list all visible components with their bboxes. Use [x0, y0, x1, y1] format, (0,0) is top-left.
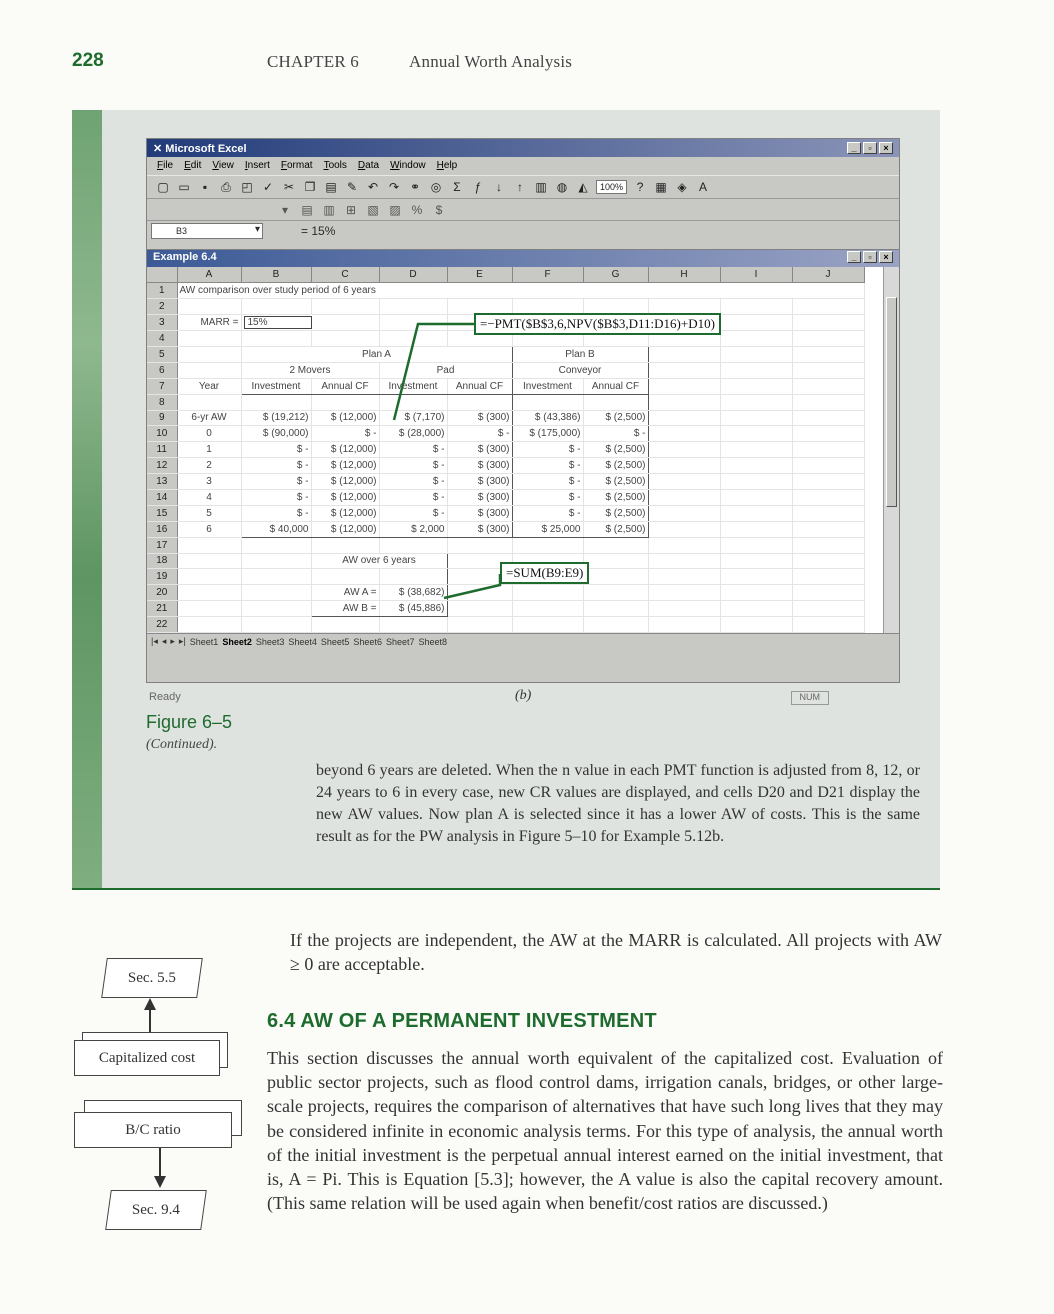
figure-subcaption: (b): [515, 688, 532, 703]
plan-a-pad-investment-cell[interactable]: $ -: [379, 458, 447, 474]
plan-b-investment-cell[interactable]: $ (43,386): [512, 410, 583, 426]
percent-icon[interactable]: %: [411, 202, 423, 217]
sheet-tabs: [147, 633, 899, 649]
open-folder-icon[interactable]: ▭: [178, 180, 190, 194]
plan-a-movers-investment-cell[interactable]: $ -: [241, 505, 311, 521]
wb-restore-button[interactable]: ▫: [863, 251, 877, 263]
num-lock-indicator: NUM: [791, 691, 830, 705]
plan-b-cf-cell[interactable]: $ (2,500): [583, 410, 648, 426]
pad-header[interactable]: Pad: [379, 362, 512, 378]
menu-edit[interactable]: Edit: [184, 160, 202, 171]
row-header[interactable]: 17: [147, 537, 177, 553]
new-file-icon[interactable]: ▢: [157, 180, 169, 194]
workbook-window: [147, 249, 899, 649]
plan-a-pad-cf-cell[interactable]: $ (300): [447, 489, 512, 505]
row-header[interactable]: 11: [147, 442, 177, 458]
tab-nav-next-icon[interactable]: ▸: [170, 636, 175, 646]
plan-b-cf-cell[interactable]: $ (2,500): [583, 474, 648, 490]
plan-a-pad-investment-cell[interactable]: $ -: [379, 442, 447, 458]
excel-window: [146, 138, 900, 703]
plan-b-cf-cell[interactable]: $ (2,500): [583, 521, 648, 537]
drawing-icon[interactable]: ◭: [578, 180, 588, 194]
running-head: [267, 52, 572, 72]
plan-a-pad-investment-cell[interactable]: $ -: [379, 489, 447, 505]
plan-a-pad-investment-cell[interactable]: $ 2,000: [379, 521, 447, 537]
sec-9-4-label: Sec. 9.4: [132, 1201, 180, 1218]
movers-header[interactable]: 2 Movers: [241, 362, 379, 378]
figure-text: beyond 6 years are deleted. When the n value in each PMT function is adjusted from 8, 12, or 24 years to 6 in every case, new CR values are displayed, and cells D20 and D21 display the new AW values. Now plan A is selected since it has a lower AW of costs. This is the same result as for the PW analysis in Figure 5–10 for Example 5.12b.: [316, 762, 920, 845]
investment-header[interactable]: Investment: [241, 378, 311, 394]
format-painter-icon[interactable]: ✎: [346, 180, 358, 194]
plan-a-movers-cf-cell[interactable]: $ (12,000): [311, 521, 379, 537]
up-arrow-icon: [140, 998, 160, 1040]
table-row: [147, 474, 864, 490]
office-assistant-icon[interactable]: ?: [636, 180, 644, 194]
spelling-icon[interactable]: ✓: [262, 180, 274, 194]
sec-5-5-label: Sec. 5.5: [128, 969, 176, 986]
function-icon[interactable]: ƒ: [474, 180, 482, 194]
year-header[interactable]: Year: [177, 378, 241, 394]
sum-formula-callout: =SUM(B9:E9): [500, 562, 589, 584]
row-header[interactable]: 22: [147, 617, 177, 633]
menu-window[interactable]: Window: [390, 160, 426, 171]
plan-a-movers-investment-cell[interactable]: $ -: [241, 442, 311, 458]
column-header[interactable]: D: [379, 267, 447, 283]
name-box[interactable]: B3 ▾: [151, 223, 263, 239]
year-cell[interactable]: 6: [177, 521, 241, 537]
plan-a-movers-cf-cell[interactable]: $ (12,000): [311, 442, 379, 458]
independent-paragraph: If the projects are independent, the AW at the MARR is calculated. All projects with AW ≥ 0 are acceptable.: [290, 930, 942, 974]
menu-tools[interactable]: Tools: [323, 160, 347, 171]
year-cell[interactable]: 1: [177, 442, 241, 458]
plan-a-pad-cf-cell[interactable]: $ (300): [447, 410, 512, 426]
tab-sheet6[interactable]: Sheet6: [353, 636, 382, 647]
figure-continued: (Continued).: [146, 737, 218, 752]
plan-a-pad-investment-cell[interactable]: $ -: [379, 474, 447, 490]
menu-insert[interactable]: Insert: [244, 160, 270, 171]
annual-cf-header[interactable]: Annual CF: [583, 378, 648, 394]
scroll-thumb[interactable]: [886, 297, 897, 507]
plan-a-movers-investment-cell[interactable]: $ 40,000: [241, 521, 311, 537]
undo-icon[interactable]: ↶: [367, 180, 379, 194]
plan-a-pad-cf-cell[interactable]: $ (300): [447, 505, 512, 521]
plan-b-investment-cell[interactable]: $ -: [512, 474, 583, 490]
plan-a-movers-cf-cell[interactable]: $ (12,000): [311, 489, 379, 505]
copy-icon[interactable]: ❐: [304, 180, 316, 194]
status-text: Ready: [149, 691, 181, 703]
chapter-label: CHAPTER 6: [267, 52, 360, 71]
tab-nav-last-icon[interactable]: ▸|: [178, 636, 186, 646]
sec-5-5-box: [101, 958, 203, 998]
select-all-corner[interactable]: [147, 267, 177, 283]
row-header[interactable]: 2: [147, 299, 177, 315]
page-number: 228: [72, 50, 104, 71]
merge-icon[interactable]: ⊞: [345, 202, 357, 217]
save-icon[interactable]: ▪: [202, 180, 208, 194]
column-header[interactable]: A: [177, 267, 241, 283]
sort-ascending-icon[interactable]: ↓: [496, 180, 502, 194]
aw-box-title[interactable]: AW over 6 years: [311, 553, 447, 569]
row-header[interactable]: 8: [147, 394, 177, 410]
row-header[interactable]: 18: [147, 553, 177, 569]
plan-a-pad-cf-cell[interactable]: $ (300): [447, 521, 512, 537]
investment-header[interactable]: Investment: [379, 378, 447, 394]
plan-a-pad-investment-cell[interactable]: $ (7,170): [379, 410, 447, 426]
plan-a-pad-investment-cell[interactable]: $ -: [379, 505, 447, 521]
annual-cf-header[interactable]: Annual CF: [311, 378, 379, 394]
sort-descending-icon[interactable]: ↑: [517, 180, 523, 194]
menu-help[interactable]: Help: [436, 160, 458, 171]
column-header[interactable]: J: [792, 267, 864, 283]
plan-a-movers-investment-cell[interactable]: $ -: [241, 458, 311, 474]
table-row: [147, 489, 864, 505]
row-header[interactable]: 10: [147, 426, 177, 442]
aw-b-label[interactable]: AW B =: [311, 601, 379, 617]
plan-a-pad-investment-cell[interactable]: $ (28,000): [379, 426, 447, 442]
row-header[interactable]: 9: [147, 410, 177, 426]
table-row: [147, 458, 864, 474]
bc-ratio-box: [74, 1112, 232, 1148]
row-header[interactable]: 12: [147, 458, 177, 474]
table-row: [147, 505, 864, 521]
column-header-row: [147, 267, 864, 283]
plan-a-movers-investment-cell[interactable]: $ -: [241, 489, 311, 505]
print-icon[interactable]: ⎙: [221, 180, 231, 194]
investment-header[interactable]: Investment: [512, 378, 583, 394]
row-header[interactable]: 14: [147, 489, 177, 505]
plan-b-cf-cell[interactable]: $ (2,500): [583, 505, 648, 521]
conveyor-header[interactable]: Conveyor: [512, 362, 648, 378]
marr-label[interactable]: MARR =: [177, 315, 241, 331]
table-row: [147, 410, 864, 426]
pmt-formula-callout: =−PMT($B$3,6,NPV($B$3,D11:D16)+D10): [474, 313, 721, 335]
column-header[interactable]: H: [648, 267, 720, 283]
paste-icon[interactable]: ▤: [325, 180, 337, 194]
tab-nav-first-icon[interactable]: |◂: [151, 636, 158, 646]
borders-icon[interactable]: ▦: [655, 180, 667, 194]
plan-a-movers-cf-cell[interactable]: $ -: [311, 426, 379, 442]
bc-ratio-label: B/C ratio: [125, 1121, 181, 1138]
row-header[interactable]: 6: [147, 362, 177, 378]
aw-a-value[interactable]: $ (38,682): [379, 585, 447, 601]
column-header[interactable]: G: [583, 267, 648, 283]
year-cell[interactable]: 2: [177, 458, 241, 474]
plan-a-pad-cf-cell[interactable]: $ (300): [447, 474, 512, 490]
font-dropdown-icon[interactable]: ▾: [281, 202, 289, 217]
plan-a-movers-investment-cell[interactable]: $ (90,000): [241, 426, 311, 442]
row-header[interactable]: 20: [147, 585, 177, 601]
app-title: Microsoft Excel: [165, 142, 247, 155]
table-row: [147, 426, 864, 442]
tab-sheet8[interactable]: Sheet8: [418, 636, 448, 647]
year-cell[interactable]: 3: [177, 474, 241, 490]
tab-sheet2[interactable]: Sheet2: [222, 636, 252, 647]
row-header[interactable]: 7: [147, 378, 177, 394]
figure-label: Figure 6–5: [146, 712, 233, 732]
currency-icon[interactable]: $: [435, 202, 443, 217]
excel-logo-icon: ✕: [153, 142, 166, 155]
plan-a-movers-cf-cell[interactable]: $ (12,000): [311, 505, 379, 521]
plan-b-investment-cell[interactable]: $ -: [512, 442, 583, 458]
plan-b-investment-cell[interactable]: $ 25,000: [512, 521, 583, 537]
formatting-toolbar: [147, 199, 899, 221]
annual-cf-header[interactable]: Annual CF: [447, 378, 512, 394]
menu-view[interactable]: View: [212, 160, 234, 171]
tab-sheet3[interactable]: Sheet3: [255, 636, 285, 647]
plan-a-pad-cf-cell[interactable]: $ (300): [447, 458, 512, 474]
section-heading: 6.4 AW OF A PERMANENT INVESTMENT: [267, 1010, 657, 1032]
menu-file[interactable]: File: [157, 160, 174, 171]
row-header[interactable]: 19: [147, 569, 177, 585]
plan-a-movers-investment-cell[interactable]: $ -: [241, 474, 311, 490]
plan-b-investment-cell[interactable]: $ -: [512, 458, 583, 474]
row-header[interactable]: 4: [147, 331, 177, 347]
plan-a-pad-cf-cell[interactable]: $ -: [447, 426, 512, 442]
maximize-button[interactable]: ▫: [863, 142, 877, 154]
hyperlink-icon[interactable]: ⚭: [409, 180, 421, 194]
column-header[interactable]: C: [311, 267, 379, 283]
plan-b-investment-cell[interactable]: $ -: [512, 489, 583, 505]
redo-icon[interactable]: ↷: [388, 180, 400, 194]
zoom-select[interactable]: 100%: [596, 180, 627, 194]
cut-icon[interactable]: ✂: [283, 180, 295, 194]
formula-content[interactable]: = 15%: [301, 224, 336, 238]
row-header[interactable]: 3: [147, 315, 177, 331]
tab-sheet5[interactable]: Sheet5: [320, 636, 350, 647]
plan-a-header[interactable]: Plan A: [241, 346, 512, 362]
align-left-icon[interactable]: ▤: [301, 202, 313, 217]
plan-b-cf-cell[interactable]: $ (2,500): [583, 458, 648, 474]
capitalized-cost-label: Capitalized cost: [98, 1049, 196, 1066]
panel-strip: [72, 110, 102, 888]
excel-titlebar: [147, 139, 899, 157]
column-header[interactable]: I: [720, 267, 792, 283]
title-cell[interactable]: AW comparison over study period of 6 years: [177, 283, 864, 299]
plan-a-movers-cf-cell[interactable]: $ (12,000): [311, 458, 379, 474]
year-cell[interactable]: 0: [177, 426, 241, 442]
plan-a-pad-cf-cell[interactable]: $ (300): [447, 442, 512, 458]
year-cell[interactable]: 4: [177, 489, 241, 505]
indent-icon[interactable]: ▨: [389, 202, 401, 217]
tab-sheet7[interactable]: Sheet7: [385, 636, 415, 647]
marr-cell[interactable]: 15%: [244, 316, 312, 329]
year-cell[interactable]: 5: [177, 505, 241, 521]
column-header[interactable]: E: [447, 267, 512, 283]
row-header[interactable]: 21: [147, 601, 177, 617]
row-header[interactable]: 15: [147, 505, 177, 521]
menu-format[interactable]: Format: [280, 160, 313, 171]
column-header[interactable]: F: [512, 267, 583, 283]
plan-a-movers-cf-cell[interactable]: $ (12,000): [311, 474, 379, 490]
workbook-titlebar: [147, 250, 899, 267]
chapter-title: Annual Worth Analysis: [409, 52, 573, 71]
table-row: [147, 442, 864, 458]
tab-sheet1[interactable]: Sheet1: [189, 636, 219, 647]
wb-minimize-button[interactable]: _: [847, 251, 861, 263]
section-paragraph: This section discusses the annual worth equivalent of the capitalized cost. Evaluation of public sector projects, such as flood control dams, irrigation canals, bridges, or other large-scale projects, requires the comparison of alternatives that have such long lives that they may be considered infinite in economic analysis terms. For this type of analysis, the annual worth of the initial investment is the perpetual annual interest earned on the initial investment, that is, A = Pi. This is Equation [5.3]; however, the A value is also the capital recovery amount. (This same relation will be used again when benefit/cost ratios are discussed.): [267, 1048, 943, 1214]
chart-wizard-icon[interactable]: ▥: [535, 180, 547, 194]
plan-b-investment-cell[interactable]: $ -: [512, 505, 583, 521]
plan-b-cf-cell[interactable]: $ -: [583, 426, 648, 442]
plan-b-investment-cell[interactable]: $ (175,000): [512, 426, 583, 442]
close-button[interactable]: ×: [879, 142, 893, 154]
wb-close-button[interactable]: ×: [879, 251, 893, 263]
row-header[interactable]: 13: [147, 474, 177, 490]
plan-b-cf-cell[interactable]: $ (2,500): [583, 489, 648, 505]
vertical-scrollbar[interactable]: [883, 267, 899, 633]
workbook-title: Example 6.4: [153, 251, 217, 263]
down-arrow-icon: [150, 1148, 170, 1188]
menu-data[interactable]: Data: [357, 160, 380, 171]
year-cell[interactable]: 6-yr AW: [177, 410, 241, 426]
table-row: [147, 521, 864, 537]
sec-9-4-box: [105, 1190, 207, 1230]
column-header[interactable]: B: [241, 267, 311, 283]
align-right-icon[interactable]: ▧: [367, 202, 379, 217]
menubar: [147, 157, 899, 175]
row-header[interactable]: 5: [147, 346, 177, 362]
aw-b-value[interactable]: $ (45,886): [379, 601, 447, 617]
print-preview-icon[interactable]: ◰: [241, 180, 253, 194]
plan-a-movers-investment-cell[interactable]: $ (19,212): [241, 410, 311, 426]
fill-color-icon[interactable]: ◈: [677, 180, 687, 194]
minimize-button[interactable]: _: [847, 142, 861, 154]
map-icon[interactable]: ◍: [556, 180, 568, 194]
tab-nav-prev-icon[interactable]: ◂: [161, 636, 167, 646]
plan-b-cf-cell[interactable]: $ (2,500): [583, 442, 648, 458]
row-header[interactable]: 16: [147, 521, 177, 537]
font-color-icon[interactable]: A: [699, 180, 708, 194]
plan-b-header[interactable]: Plan B: [512, 346, 648, 362]
align-center-icon[interactable]: ▥: [323, 202, 335, 217]
capitalized-cost-box: [74, 1040, 220, 1076]
row-header[interactable]: 1: [147, 283, 177, 299]
aw-a-label[interactable]: AW A =: [311, 585, 379, 601]
autosum-icon[interactable]: Σ: [453, 180, 461, 194]
formula-bar: [147, 221, 899, 241]
standard-toolbar: [147, 175, 899, 199]
tab-sheet4[interactable]: Sheet4: [288, 636, 317, 647]
web-toolbar-icon[interactable]: ◎: [430, 180, 442, 194]
plan-a-movers-cf-cell[interactable]: $ (12,000): [311, 410, 379, 426]
